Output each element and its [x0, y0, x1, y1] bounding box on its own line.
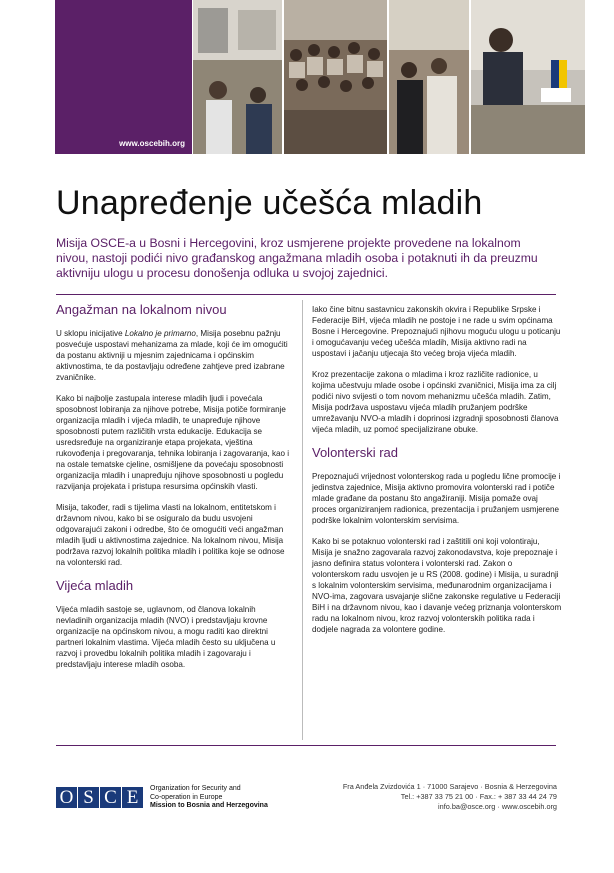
paragraph-local-initiative [56, 328, 294, 383]
photo-group-portrait [389, 0, 469, 154]
bottom-divider [56, 745, 556, 746]
photo-group-stairs [284, 0, 387, 154]
organization-name [150, 785, 268, 811]
logo-letter: C [100, 787, 121, 808]
logo-letter: S [78, 787, 99, 808]
paragraph-youth-councils: Vijeća mladih sastoje se, uglavnom, od članova lokalnih nevladinih organizacija mladih (NVO) i predstavljaju krovne organizacije na općinskom nivou, a mogu raditi kao direktni partneri lokalnim vlastima. Vijeća mladih često su uključena u razvoj i provedbu lokalnih politika mladih i zagovaraju i predstavljaju interese mladih osoba. [56, 605, 276, 669]
left-column [56, 302, 294, 680]
section-heading-volunteering: Volonterski rad [312, 445, 398, 460]
mission-name: Mission to Bosnia and Herzegovina [150, 802, 268, 809]
paragraph-volunteer-law: Kako bi se potaknuo volonterski rad i zaštitili oni koji volontiraju, Misija je snažno zagovarala razvoj zakonodavstva, koje prepoznaje i jasno definira status volontera i volonterski rad. Zakon o volonterskom radu usvojen je u RS (2008. godine) i Misija, u suradnji s lokalnim volonterskim servisima, međunarodnim organizacijama i NVO-ima, zagovara usvajanje slične zakonske regulative u Federaciji BiH i na državnom nivou, kao i davanje većeg priznanja volonterskom radu na lokalnom nivou, kroz razvoj volonterskih politika rada i dodjele nagrada za volontere godine. [312, 537, 562, 634]
email-website[interactable]: info.ba@osce.org · www.oscebih.org [438, 802, 557, 811]
right-column [312, 304, 562, 645]
section-heading-local-engagement: Angažman na lokalnom nivou [56, 302, 227, 317]
logo-letter: O [56, 787, 77, 808]
paragraph-councils-legal: Iako čine bitnu sastavnicu zakonskih okvira i Republike Srpske i Federacije BiH, vijeća mladih ne postoje i ne rade u svim općinama Bosne i Hercegovine. Prepoznajući njihovu moguću ulogu u poticanju i omogućavanju većeg učešća mladih, Misija aktivno radi na uspostavi i jačanju utjecaja što većeg broja vijeća mladih. [312, 305, 561, 358]
osce-logo-mark [56, 787, 144, 808]
brand-panel [55, 0, 192, 154]
paragraph-volunteer-promotion: Prepoznajući vrijednost volonterskog rada u pogledu lične promocije i jedinstva zajednice, Misija aktivno promovira volonterski rad i potiče mlade građane da postanu što angažiraniji. Misija pomaže ovaj proces organiziranjem radionica, prezentacija i pružanjem usmjerene podrške lokalnim volonterskim servisima. [312, 472, 561, 525]
column-divider [302, 300, 303, 740]
photo-building-youth [193, 0, 282, 154]
intro-paragraph: Misija OSCE-a u Bosni i Hercegovini, kroz usmjerene projekte provedene na lokalnom nivou, nastoji podići nivo građanskog angažmana mladih osoba i potaknuti ih da preuzmu aktivniju ulogu u procesu donošenja odluka u svojoj zajednici. [56, 236, 538, 280]
org-line: Organization for Security and [150, 785, 241, 792]
paragraph-government-work: Misija, također, radi s tijelima vlasti na lokalnom, entitetskom i državnom nivou, kako bi se osiguralo da budu usvojeni odgovarajući zakoni i odredbe, što će omogućiti veći angažman mladih ljudi u aktivnostima zajednice. Na lokalnom nivou, Misija podržava razvoj lokalnih politika mladih i politika koje se odnose na volonterski rad. [56, 503, 285, 567]
photo-meeting-table [471, 0, 585, 154]
phone-fax: Tel.: +387 33 75 21 00 · Fax.: + 387 33 44 24 79 [400, 792, 557, 801]
paragraph-text: , Misija posebnu pažnju posvećuje uspostavi mehanizama za mlade, koji će im omogućiti da postanu aktivniji u mjesnim zajednicama i općinskim aktivnostima, te da postavljaju određene zahtjeve pred izabrane zvaničnike. [56, 329, 288, 382]
header-banner [55, 0, 585, 154]
top-divider [56, 294, 556, 295]
page-title: Unapređenje učešća mladih [56, 184, 483, 222]
initiative-name: Lokalno je primarno [124, 329, 196, 338]
paragraph-youth-organizations: Kako bi najbolje zastupala interese mladih ljudi i povećala sposobnost lobiranja za njihove potrebe, Misija potiče formiranje organizacija mladih i vijeća mladih, te unapređuje njihove sposobnosti putem različitih vrsta edukacije. Edukacija se usredsređuje na organiziranje etapa projekata, vještina rukovođenja i pregovaranja, tehnika lobiranja i zagovaranja, kao i na ostale tematske cjeline, osmišljene da povećaju sposobnosti organizacija mladih i unapređuju njihove sposobnosti u pogledu razvijanja projekata i pristupa resursima općinskih vlasti. [56, 394, 290, 491]
website-url[interactable]: www.oscebih.org [119, 139, 185, 148]
paragraph-workshops: Kroz prezentacije zakona o mladima i kroz različite radionice, u kojima učestvuju mlade osobe i općinski zvaničnici, Misija ima za cilj podići nivo svijesti o tom novom mehanizmu učešća mladih. Zatim, Misija podržava uspostavu vijeća mladih pružanjem podrške umrežavanju NVO-a mladih i doprinosi izgradnji sposobnosti članova vijeća mladih, uz pomoć specijalizirane obuke. [312, 370, 559, 434]
paragraph-text: U sklopu inicijative [56, 329, 125, 338]
contact-info [343, 782, 557, 812]
address: Fra Anđela Zvizdovića 1 · 71000 Sarajevo · Bosnia & Herzegovina [342, 782, 557, 791]
org-line: Co-operation in Europe [150, 793, 223, 801]
logo-letter: E [122, 787, 143, 808]
osce-logo [56, 785, 268, 811]
section-heading-youth-councils: Vijeća mladih [56, 578, 134, 593]
